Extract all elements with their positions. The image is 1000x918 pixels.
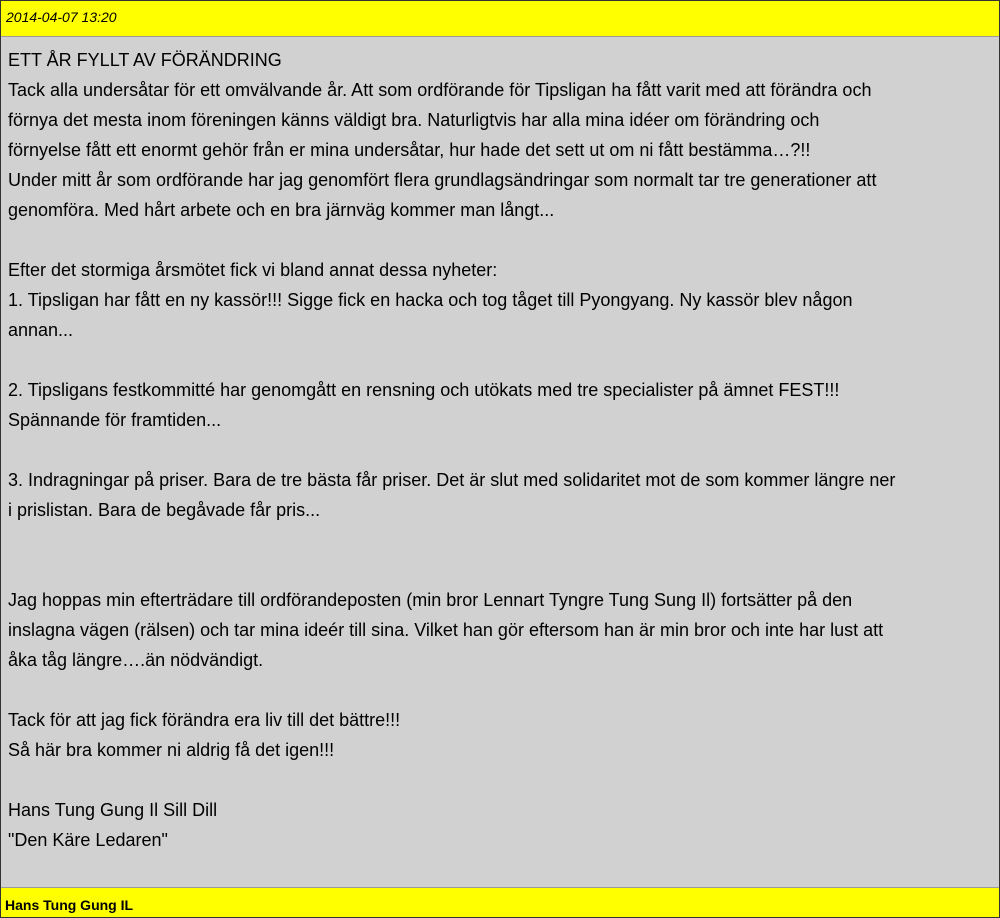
post-text-line: Under mitt år som ordförande har jag genomfört flera grundlagsändringar som normalt tar tre generationer att [8,170,877,190]
post-author: Hans Tung Gung IL [5,896,134,913]
post-body [1,37,999,855]
post-text-line: annan... [8,320,74,340]
post-timestamp: 2014-04-07 13:20 [6,8,117,25]
post-text-line: Efter det stormiga årsmötet fick vi bland annat dessa nyheter: [8,260,498,280]
post-text-line [8,555,993,585]
post-text-line [8,765,993,795]
post-footer [1,887,999,917]
post-text-line: förnyelse fått ett enormt gehör från er mina undersåtar, hur hade det sett ut om ni fått bestämma…?!! [8,140,811,160]
post-text-line [8,675,993,705]
post-signature-title: "Den Käre Ledaren" [8,830,168,850]
post-text-line: Tack för att jag fick förändra era liv till det bättre!!! [8,710,401,730]
post-text-line: 1. Tipsligan har fått en ny kassör!!! Sigge fick en hacka och tog tåget till Pyongyang. Ny kassör blev någon [8,290,853,310]
post-text-line [8,525,993,555]
post-text-line [8,435,993,465]
post-text-line: åka tåg längre….än nödvändigt. [8,650,264,670]
post-text-line: 2. Tipsligans festkommitté har genomgått en rensning och utökats med tre specialister på ämnet FEST!!! [8,380,840,400]
post-header [1,1,999,37]
post-text-line: i prislistan. Bara de begåvade får pris... [8,500,321,520]
post-signature-name: Hans Tung Gung Il Sill Dill [8,800,218,820]
post-text-line: genomföra. Med hårt arbete och en bra järnväg kommer man långt... [8,200,555,220]
post-text-line: 3. Indragningar på priser. Bara de tre bästa får priser. Det är slut med solidaritet mot de som kommer längre ner [8,470,896,490]
post-text-line: Spännande för framtiden... [8,410,222,430]
post-text-line [8,225,993,255]
post-text-line [8,345,993,375]
post-text-line: Tack alla undersåtar för ett omvälvande år. Att som ordförande för Tipsligan ha fått varit med att förändra och [8,80,872,100]
post-title: ETT ÅR FYLLT AV FÖRÄNDRING [8,50,282,70]
post-text-line: förnya det mesta inom föreningen känns väldigt bra. Naturligtvis har alla mina idéer om förändring och [8,110,820,130]
post-text-line: Jag hoppas min efterträdare till ordförandeposten (min bror Lennart Tyngre Tung Sung Il) fortsätter på den [8,590,853,610]
post-text-line: inslagna vägen (rälsen) och tar mina ideér till sina. Vilket han gör eftersom han är min bror och inte har lust att [8,620,884,640]
post-text-line: Så här bra kommer ni aldrig få det igen!!! [8,740,335,760]
